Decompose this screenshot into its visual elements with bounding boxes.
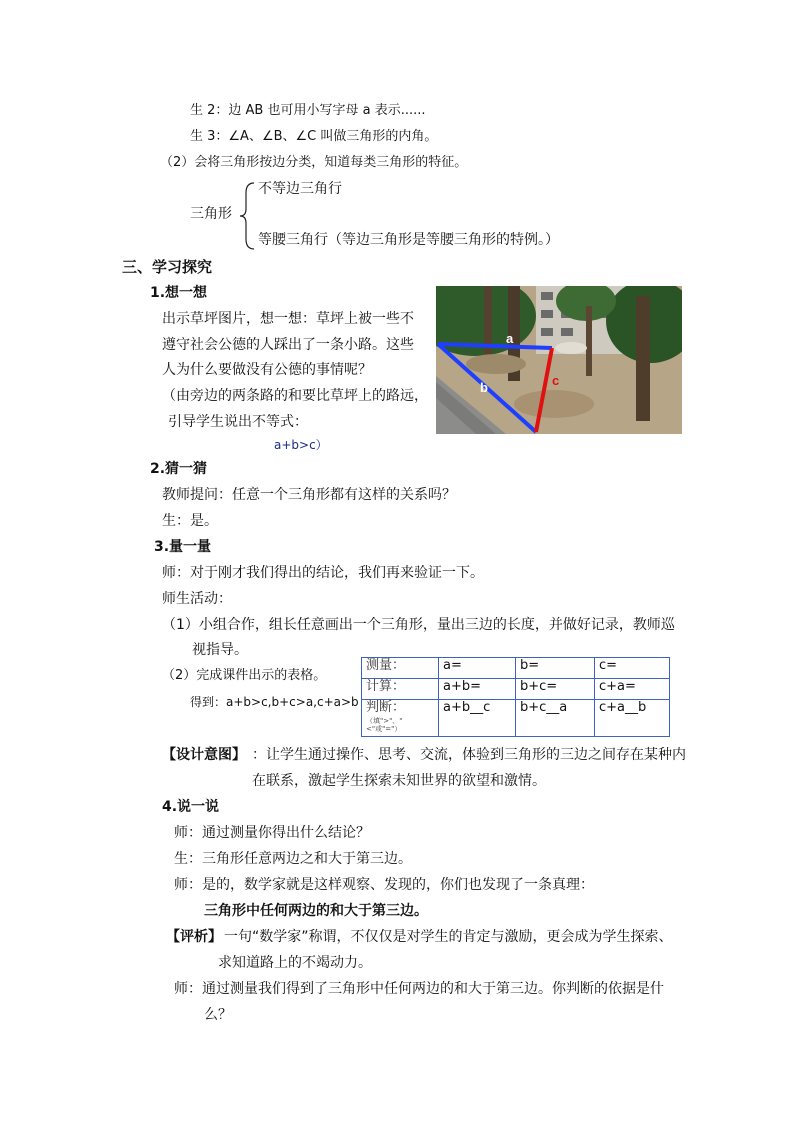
design-intent-label: 【设计意图】 [162, 747, 246, 763]
item-2-line: （2）会将三角形按边分类，知道每类三角形的特征。 [160, 155, 468, 170]
table-cell: b= [516, 658, 595, 679]
table-cell: 计算： [362, 679, 439, 700]
section3-heading: 三、学习探究 [122, 258, 213, 276]
student3-line: 生 3：∠A、∠B、∠C 叫做三角形的内角。 [190, 129, 438, 144]
table-cell: a+b= [439, 679, 516, 700]
design-intent-text: ：让学生通过操作、思考、交流，体验到三角形的三边之间存在某种内 [252, 747, 686, 763]
table-row [362, 658, 670, 679]
photo-label-a: a [506, 331, 514, 346]
teacher-question: 教师提问：任意一个三角形都有这样的关系吗？ [162, 487, 456, 503]
part1-text-line: 人为什么要做没有公德的事情呢？ [162, 362, 372, 378]
part2-title: 2.猜一猜 [150, 461, 208, 477]
inequality-text: a+b>c） [274, 438, 328, 452]
photo-label-c: c [552, 373, 560, 388]
photo-label-b: b [480, 380, 488, 395]
table-row [362, 679, 670, 700]
teacher-line: 师：对于刚才我们得出的结论，我们再来验证一下。 [162, 565, 484, 581]
table-cell: b+c__a [516, 700, 595, 737]
part1-text-line: 引导学生说出不等式： [168, 414, 308, 430]
table-cell: a= [439, 658, 516, 679]
step1-line: （1）小组合作，组长任意画出一个三角形，量出三边的长度，并做好记录，教师巡 [162, 617, 675, 633]
part1-title: 1.想一想 [150, 285, 208, 301]
table-cell: c+a= [595, 679, 670, 700]
lawn-photo [436, 286, 682, 434]
part3-title: 3.量一量 [154, 539, 212, 555]
part1-text-line: 出示草坪图片，想一想：草坪上被一些不 [162, 311, 414, 327]
part1-text-line: （由旁边的两条路的和要比草坪上的路远， [162, 388, 428, 404]
table-cell: c= [595, 658, 670, 679]
teacher-line-3: 师：通过测量我们得到了三角形中任何两边的和大于第三边。你判断的依据是什 [174, 981, 664, 997]
table-cell: 测量： [362, 658, 439, 679]
part4-title: 4.说一说 [162, 799, 220, 815]
student-answer: 生：是。 [162, 513, 218, 529]
judge-hint: （填">"、"<"或"="） [366, 717, 403, 733]
truth-statement: 三角形中任何两边的和大于第三边。 [204, 903, 428, 919]
classification-branch2: 等腰三角行（等边三角形是等腰三角形的特例。） [258, 232, 559, 248]
table-cell: c+a__b [595, 700, 670, 737]
student2-line: 生 2：边 AB 也可用小写字母 a 表示...... [190, 103, 426, 118]
student-answer-2: 生：三角形任意两边之和大于第三边。 [174, 851, 412, 867]
table-row [362, 700, 670, 737]
judge-label: 判断： [366, 700, 406, 715]
teacher-line-2: 师：是的，数学家就是这样观察、发现的，你们也发现了一条真理： [174, 877, 594, 893]
classification-root: 三角形 [190, 206, 232, 222]
comment-text: 求知道路上的不竭动力。 [218, 955, 372, 971]
step2-line: （2）完成课件出示的表格。 [162, 668, 327, 683]
part1-text-line: 遵守社会公德的人踩出了一条小路。这些 [162, 337, 414, 353]
measurement-table [361, 657, 670, 737]
comment-text: 一句“数学家”称谓，不仅仅是对学生的肯定与激励，更会成为学生探索、 [224, 929, 673, 945]
table-cell: a+b__c [439, 700, 516, 737]
teacher-question-2: 师：通过测量你得出什么结论？ [174, 825, 370, 841]
teacher-line-3: 么？ [204, 1007, 232, 1023]
lawn-photo-illustration [436, 286, 682, 434]
table-cell-judge [362, 700, 439, 737]
design-intent-text: 在联系，激起学生探索未知世界的欲望和激情。 [252, 773, 546, 789]
table-cell: b+c= [516, 679, 595, 700]
classification-branch1: 不等边三角行 [258, 181, 342, 197]
activity-label: 师生活动： [162, 591, 232, 607]
step1-line: 视指导。 [192, 642, 248, 658]
classification-brace [236, 181, 260, 251]
result-line: 得到：a+b>c,b+c>a,c+a>b [190, 695, 359, 709]
comment-label: 【评析】 [166, 929, 222, 945]
